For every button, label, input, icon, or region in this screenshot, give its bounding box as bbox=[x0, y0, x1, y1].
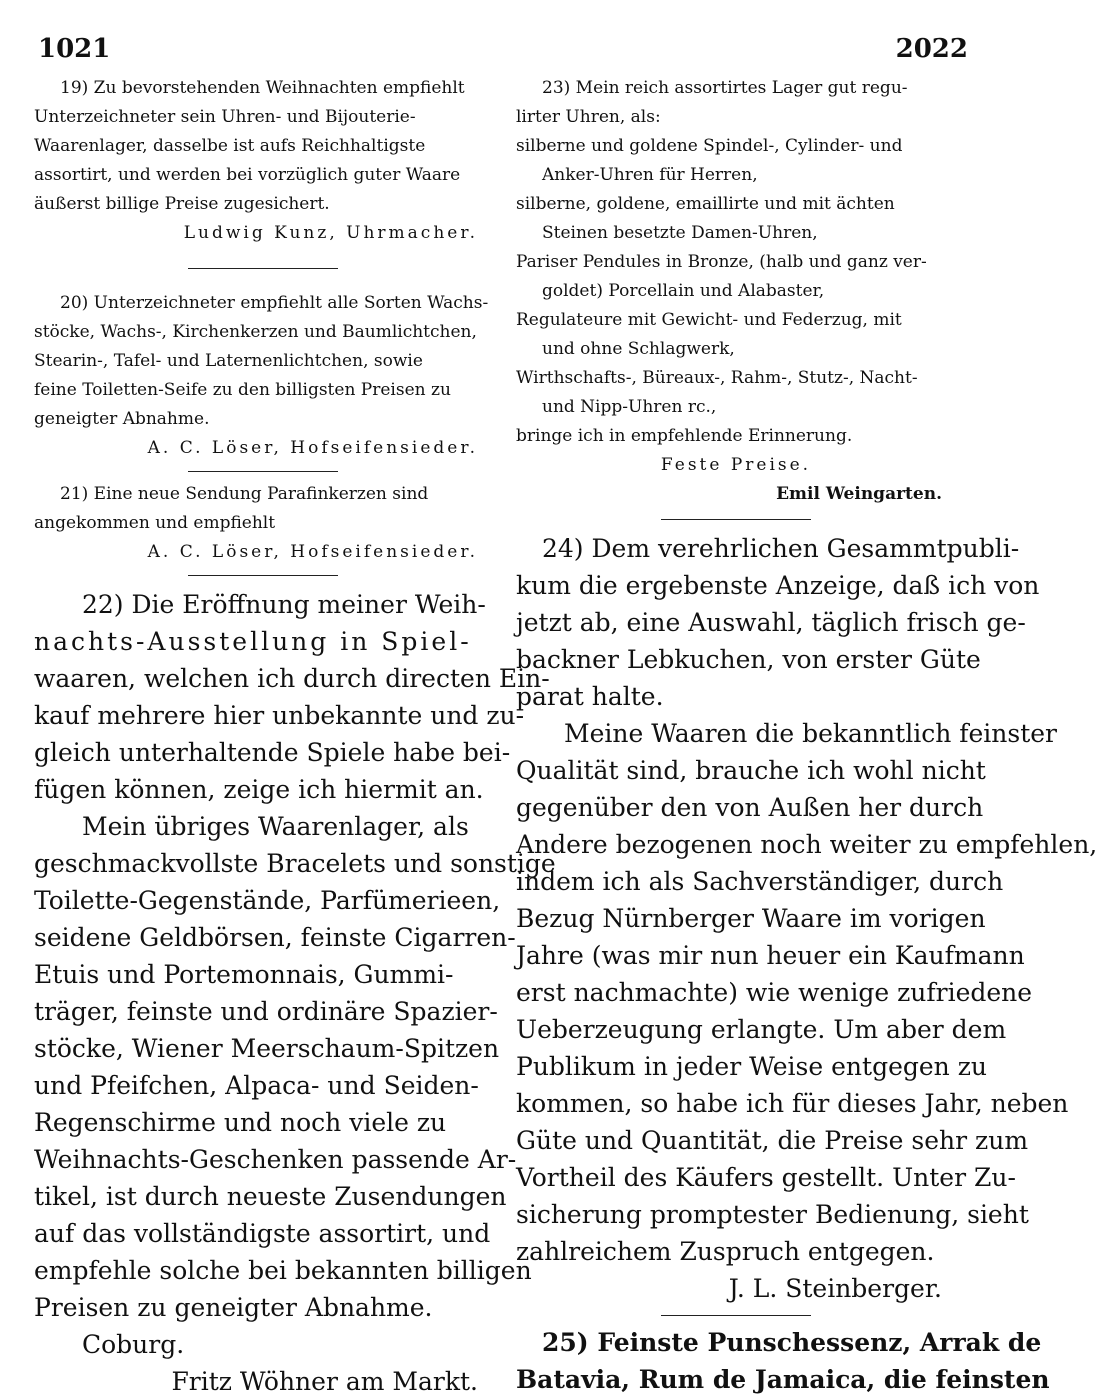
advert-line: Ueberzeugung erlangte. Um aber dem bbox=[516, 1015, 1007, 1044]
advert-line: silberne und goldene Spindel-, Cylinder- und bbox=[516, 136, 903, 156]
advert-line: kauf mehrere hier unbekannte und zu- bbox=[34, 701, 525, 730]
advert-line: 20) Unterzeichneter empfiehlt alle Sorten Wachs- bbox=[60, 293, 489, 313]
advert-line: assortirt, und werden bei vorzüglich guter Waare bbox=[34, 165, 461, 185]
advert-signature: Emil Weingarten. bbox=[776, 484, 942, 504]
advert-line: feine Toiletten-Seife zu den billigsten Preisen zu bbox=[34, 380, 451, 400]
advert-line: Vortheil des Käufers gestellt. Unter Zu- bbox=[516, 1163, 1016, 1192]
advert-line: gleich unterhaltende Spiele habe bei- bbox=[34, 738, 511, 767]
advert-line: Waarenlager, dasselbe ist aufs Reichhaltigste bbox=[34, 136, 426, 156]
advert-line: silberne, goldene, emaillirte und mit ächten bbox=[516, 194, 895, 214]
advert-line: auf das vollständigste assortirt, und bbox=[34, 1219, 491, 1248]
advert-line: jetzt ab, eine Auswahl, täglich frisch ge- bbox=[516, 608, 1026, 637]
advert-line: geneigter Abnahme. bbox=[34, 409, 210, 429]
advert-line: backner Lebkuchen, von erster Güte bbox=[516, 645, 981, 674]
advert-line: Stearin-, Tafel- und Laternenlichtchen, sowie bbox=[34, 351, 423, 371]
advert-line: geschmackvollste Bracelets und sonstige bbox=[34, 849, 556, 878]
advert-line: Publikum in jeder Weise entgegen zu bbox=[516, 1052, 987, 1081]
advert-line: Unterzeichneter sein Uhren- und Bijouterie- bbox=[34, 107, 416, 127]
advert-line: und ohne Schlagwerk, bbox=[542, 339, 735, 359]
advert-line: und Pfeifchen, Alpaca- und Seiden- bbox=[34, 1071, 479, 1100]
advert-23 bbox=[516, 74, 956, 509]
left-column bbox=[34, 74, 556, 1400]
advert-line: gegenüber den von Außen her durch bbox=[516, 793, 984, 822]
advert-line: Mein übriges Waarenlager, als bbox=[82, 812, 469, 841]
advert-line: 24) Dem verehrlichen Gesammtpubli- bbox=[542, 534, 1020, 563]
advert-22 bbox=[34, 586, 556, 1400]
advert-line: 25) Feinste Punschessenz, Arrak de bbox=[542, 1328, 1042, 1357]
advert-21 bbox=[34, 480, 492, 567]
advert-line: Weihnachts-Geschenken passende Ar- bbox=[34, 1145, 517, 1174]
advert-line: 21) Eine neue Sendung Parafinkerzen sind bbox=[60, 484, 429, 504]
advert-signature: Fritz Wöhner am Markt. bbox=[171, 1367, 478, 1396]
advert-line: und Nipp-Uhren rc., bbox=[542, 397, 717, 417]
advert-line: nachts-Ausstellung in Spiel- bbox=[34, 627, 472, 656]
advert-line: Pariser Pendules in Bronze, (halb und ganz ver- bbox=[516, 252, 927, 272]
advert-25 bbox=[516, 1324, 1050, 1398]
advert-line: seidene Geldbörsen, feinste Cigarren- bbox=[34, 923, 516, 952]
advert-line: Regulateure mit Gewicht- und Federzug, mit bbox=[516, 310, 902, 330]
advert-line: fügen können, zeige ich hiermit an. bbox=[34, 775, 484, 804]
advert-line: Qualität sind, brauche ich wohl nicht bbox=[516, 756, 986, 785]
advert-line: waaren, welchen ich durch directen Ein- bbox=[34, 664, 550, 693]
advert-19 bbox=[34, 74, 492, 248]
page-number-left: 1021 bbox=[38, 34, 111, 64]
advert-line: lirter Uhren, als: bbox=[516, 107, 661, 127]
advert-line: stöcke, Wachs-, Kirchenkerzen und Baumlichtchen, bbox=[34, 322, 477, 342]
advert-line: Feste Preise. bbox=[660, 455, 812, 475]
advert-line: indem ich als Sachverständiger, durch bbox=[516, 867, 1004, 896]
advert-line: bringe ich in empfehlende Erinnerung. bbox=[516, 426, 853, 446]
advert-line: 22) Die Eröffnung meiner Weih- bbox=[82, 590, 486, 619]
advert-line: Etuis und Portemonnais, Gummi- bbox=[34, 960, 454, 989]
advert-line: 19) Zu bevorstehenden Weihnachten empfiehlt bbox=[60, 78, 465, 98]
advert-line: Batavia, Rum de Jamaica, die feinsten bbox=[516, 1365, 1050, 1394]
advert-line: Anker-Uhren für Herren, bbox=[542, 165, 758, 185]
advert-line: Regenschirme und noch viele zu bbox=[34, 1108, 447, 1137]
advert-line: Toilette-Gegenstände, Parfümerieen, bbox=[34, 886, 501, 915]
advert-line: parat halte. bbox=[516, 682, 664, 711]
advert-line: 23) Mein reich assortirtes Lager gut regu- bbox=[542, 78, 908, 98]
advert-line: erst nachmachte) wie wenige zufriedene bbox=[516, 978, 1033, 1007]
advert-line: träger, feinste und ordinäre Spazier- bbox=[34, 997, 498, 1026]
advert-line: kum die ergebenste Anzeige, daß ich von bbox=[516, 571, 1040, 600]
advert-signature: J. L. Steinberger. bbox=[728, 1274, 942, 1303]
advert-line: Andere bezogenen noch weiter zu empfehlen, bbox=[516, 830, 1097, 859]
advert-signature: Ludwig Kunz, Uhrmacher. bbox=[183, 223, 478, 243]
advert-line: Steinen besetzte Damen-Uhren, bbox=[542, 223, 818, 243]
advert-line: empfehle solche bei bekannten billigen bbox=[34, 1256, 532, 1285]
advert-line: äußerst billige Preise zugesichert. bbox=[34, 194, 330, 214]
advert-line: sicherung promptester Bedienung, sieht bbox=[516, 1200, 1029, 1229]
advert-signature: A. C. Löser, Hofseifensieder. bbox=[147, 542, 478, 562]
advert-signature: A. C. Löser, Hofseifensieder. bbox=[147, 438, 478, 458]
advert-line: stöcke, Wiener Meerschaum-Spitzen bbox=[34, 1034, 500, 1063]
advert-24 bbox=[516, 530, 1097, 1307]
advert-line: Meine Waaren die bekanntlich feinster bbox=[564, 719, 1058, 748]
advert-20 bbox=[34, 289, 492, 463]
advert-line: angekommen und empfiehlt bbox=[34, 513, 276, 533]
page-number-right: 2022 bbox=[895, 34, 968, 64]
advert-line: kommen, so habe ich für dieses Jahr, neben bbox=[516, 1089, 1069, 1118]
advert-line: Jahre (was mir nun heuer ein Kaufmann bbox=[516, 941, 1025, 970]
advert-line: zahlreichem Zuspruch entgegen. bbox=[516, 1237, 935, 1266]
advert-line: Güte und Quantität, die Preise sehr zum bbox=[516, 1126, 1029, 1155]
advert-line: Bezug Nürnberger Waare im vorigen bbox=[516, 904, 986, 933]
right-column bbox=[516, 74, 1097, 1398]
advert-line: goldet) Porcellain und Alabaster, bbox=[542, 281, 825, 301]
advert-line: Coburg. bbox=[82, 1330, 185, 1359]
advert-line: tikel, ist durch neueste Zusendungen bbox=[34, 1182, 507, 1211]
advert-line: Preisen zu geneigter Abnahme. bbox=[34, 1293, 433, 1322]
advert-line: Wirthschafts-, Büreaux-, Rahm-, Stutz-, Nacht- bbox=[516, 368, 918, 388]
